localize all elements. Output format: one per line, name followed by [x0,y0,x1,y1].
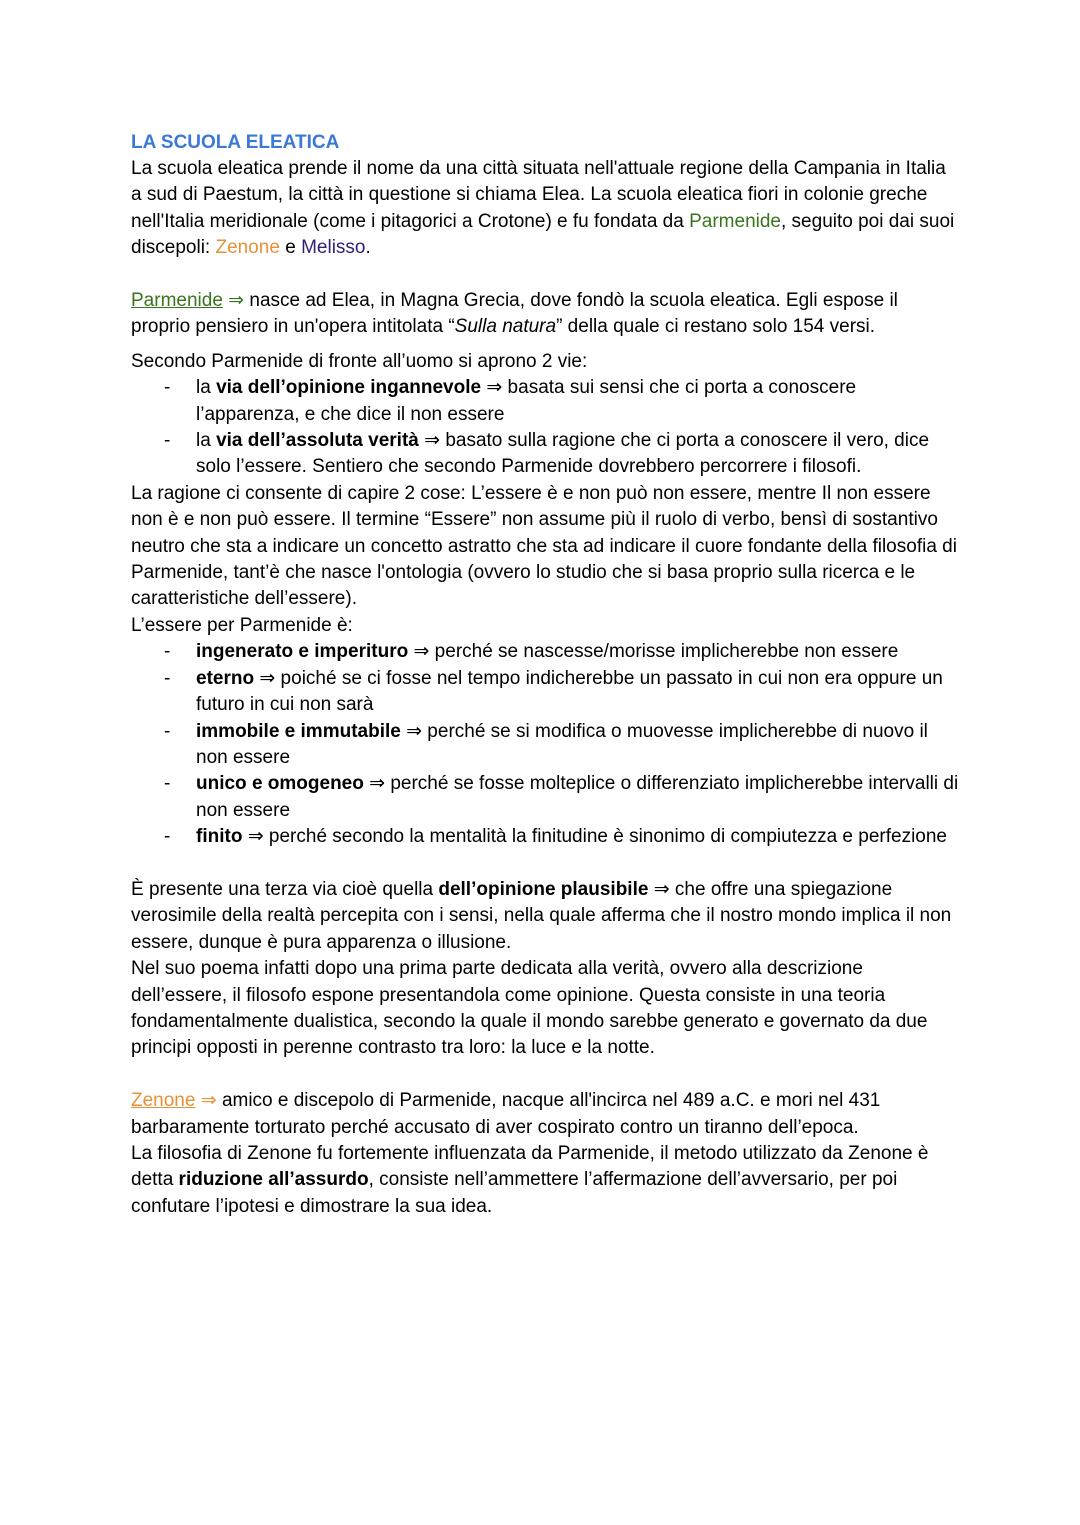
poema-paragraph: Nel suo poema infatti dopo una prima parte dedicata alla verità, ovvero alla descrizione dell’essere, il filosofo espone presentandola come opinione. Questa consiste in una teoria fondamentalmente dualistica, secondo la quale il mondo sarebbe generato e governato da due principi opposti in perenne contrasto tra loro: la luce e la notte. [131,958,928,1059]
list-item: - immobile e immutabile ⇒ perché se si modifica o muovesse implicherebbe di nuovo il non essere [164,720,928,768]
intro-conjunction: e [279,237,302,259]
intro-paragraph [131,156,960,262]
list-item: - la via dell’opinione ingannevole ⇒ basata sui sensi che ci porta a conoscere l’apparenza, e che dice il non essere [164,377,857,425]
intro-zenone-name: Zenone [215,237,280,259]
list-item: - finito ⇒ perché secondo la mentalità la finitudine è sinonimo di compiutezza e perfezione [164,826,947,848]
zenone-arrow: ⇒ [195,1090,222,1112]
terza-via-paragraph: È presente una terza via cioè quella dell’opinione plausibile ⇒ che offre una spiegazione verosimile della realtà percepita con i sensi, nella quale afferma che il nostro mondo implica il non essere, dunque è pura apparenza o illusione. [131,878,952,953]
essere-list [131,639,960,850]
list-item: - ingenerato e imperituro ⇒ perché se nascesse/morisse implicherebbe non essere [164,641,899,663]
list-item: - unico e omogeneo ⇒ perché se fosse molteplice o differenziato implicherebbe intervalli di non essere [164,773,959,821]
intro-text: La scuola eleatica prende il nome da una città situata nell'attuale regione della Campania in Italia a sud di Paestum, la città in questione si chiama Elea. La scuola eleatica fiori in colonie greche nell'Italia meridionale (come i pitagorici a Crotone) e fu fondata da [131,158,946,232]
intro-end: . [365,237,371,259]
list-item: - eterno ⇒ poiché se ci fosse nel tempo indicherebbe un passato in cui non era oppure un futuro in cui non sarà [164,667,943,716]
intro-parmenide-name: Parmenide [689,210,781,232]
vie-intro: Secondo Parmenide di fronte all’uomo si aprono 2 vie: [131,350,588,372]
document-title: LA SCUOLA ELEATICA [131,132,340,153]
zenone-paragraph [131,1088,960,1141]
parmenide-work-title: Sulla natura [454,316,557,338]
parmenide-heading: Parmenide [131,290,223,312]
ragione-paragraph: La ragione ci consente di capire 2 cose: L’essere è e non può non essere, mentre Il non essere non è e non può essere. Il termine “Essere” non assume più il ruolo di verbo, bensì di sostantivo neutro che sta a indicare un concetto astratto che sta ad indicare il cuore fondante della filosofia di Parmenide, tant’è che nasce l'ontologia (ovvero lo studio che si basa proprio sulla ricerca e le caratteristiche dell’essere). [131,482,957,610]
intro-melisso-name: Melisso [301,237,366,259]
parmenide-text-1: nasce ad Elea, in Magna Grecia, dove fondò la scuola eleatica. Egli espose il proprio pensiero in un'opera intitolata “ [131,290,898,338]
vie-list [131,375,960,481]
essere-intro: L’essere per Parmenide è: [131,614,353,636]
zenone-method-paragraph: La filosofia di Zenone fu fortemente influenzata da Parmenide, il metodo utilizzato da Zenone è detta riduzione all’assurdo, consiste nell’ammettere l’affermazione dell’avversario, per poi confutare l’ipotesi e dimostrare la sua idea. [131,1142,929,1217]
zenone-heading: Zenone [131,1090,196,1112]
parmenide-arrow: ⇒ [222,290,250,312]
parmenide-text-2: ” della quale ci restano solo 154 versi. [556,316,876,338]
parmenide-paragraph [131,288,960,341]
intro-text-2: , seguito poi dai suoi discepoli: [131,210,955,259]
list-item: - la via dell’assoluta verità ⇒ basato sulla ragione che ci porta a conoscere il vero, dice solo l’essere. Sentiero che secondo Parmenide dovrebbero percorrere i filosofi. [164,430,930,478]
zenone-text-1: amico e discepolo di Parmenide, nacque all'incirca nel 489 a.C. e mori nel 431 barbaramente torturato perché accusato di aver cospirato contro un tiranno dell’epoca. [131,1090,881,1138]
